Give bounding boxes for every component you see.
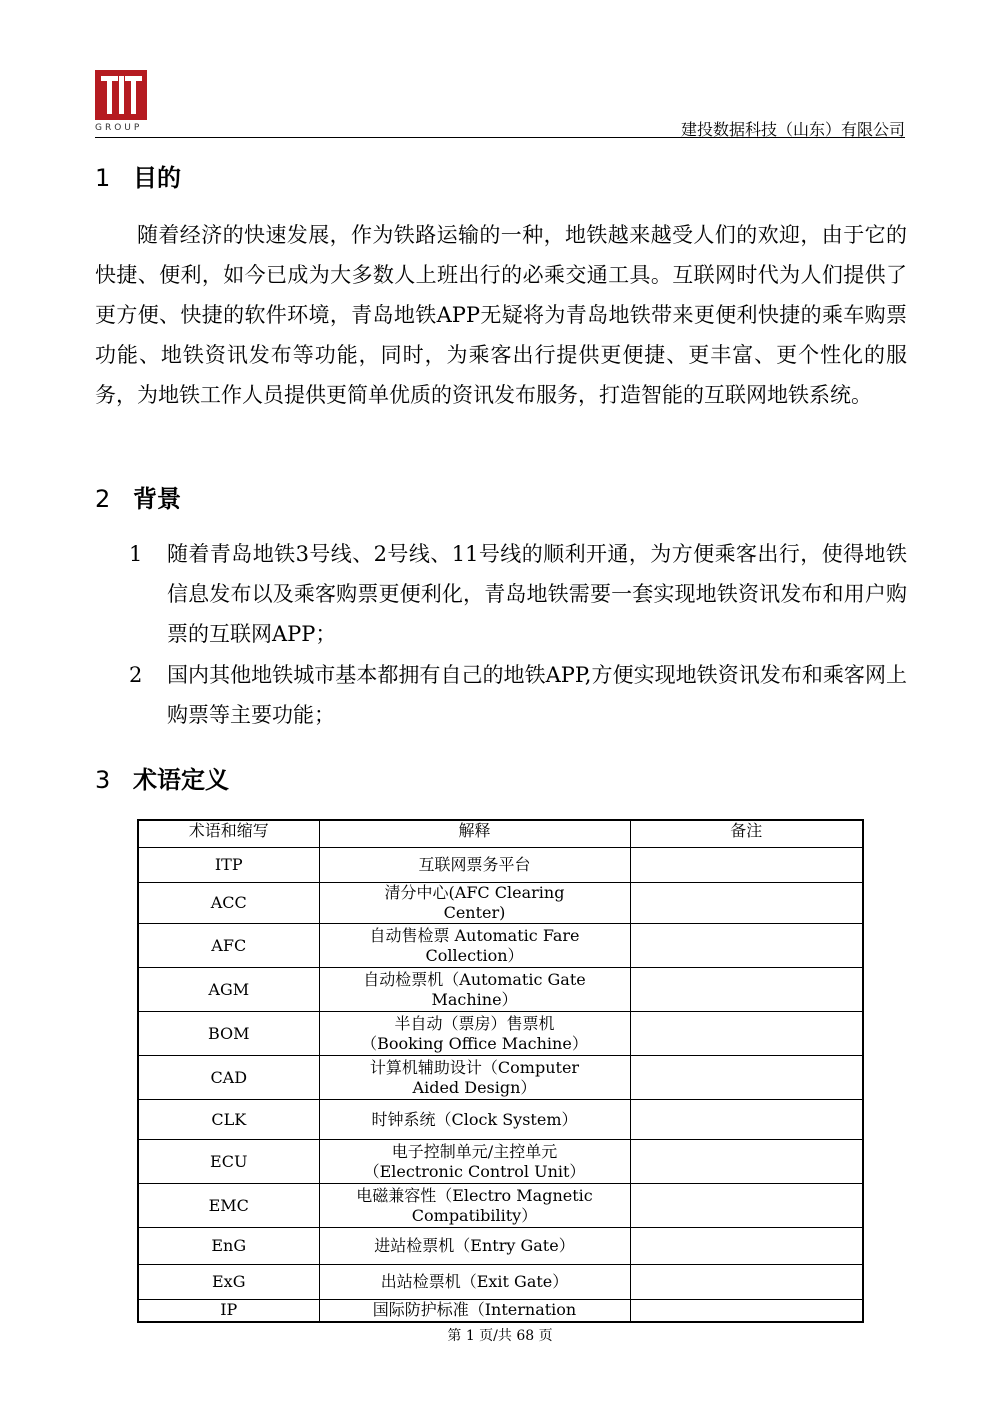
column-header-note: 备注 [630, 820, 863, 848]
term-cell: ITP [138, 848, 319, 883]
note-cell [630, 883, 863, 924]
desc-cell: 清分中心(AFC Clearing Center) [319, 883, 630, 924]
table-row [138, 1012, 863, 1056]
table-row [138, 924, 863, 968]
note-cell [630, 1184, 863, 1228]
company-logo [95, 70, 147, 136]
desc-cell: 自动售检票 Automatic Fare Collection） [319, 924, 630, 968]
note-cell [630, 1265, 863, 1300]
section-number: 3 [95, 766, 111, 794]
section-title: 背景 [133, 485, 181, 513]
column-header-desc: 解释 [319, 820, 630, 848]
logo-icon [95, 70, 147, 120]
list-text: 随着青岛地铁3号线、2号线、11号线的顺利开通，为方便乘客出行，使得地铁信息发布以及乘客购票更便利化，青岛地铁需要一套实现地铁资讯发布和用户购票的互联网APP； [167, 542, 907, 646]
table-row [138, 1184, 863, 1228]
section-heading-purpose [95, 158, 181, 193]
table-row [138, 1265, 863, 1300]
term-cell: IP [138, 1300, 319, 1322]
term-cell: ECU [138, 1140, 319, 1184]
desc-cell: 电磁兼容性（Electro Magnetic Compatibility） [319, 1184, 630, 1228]
section-title: 目的 [133, 164, 181, 192]
note-cell [630, 1300, 863, 1322]
section-number: 2 [95, 485, 111, 513]
desc-cell: 互联网票务平台 [319, 848, 630, 883]
term-cell: CLK [138, 1100, 319, 1140]
term-cell: EMC [138, 1184, 319, 1228]
term-cell: AGM [138, 968, 319, 1012]
company-name: 建投数据科技（山东）有限公司 [680, 120, 905, 139]
desc-cell: 计算机辅助设计（Computer Aided Design） [319, 1056, 630, 1100]
table-row [138, 1056, 863, 1100]
desc-cell: 时钟系统（Clock System） [319, 1100, 630, 1140]
term-cell: CAD [138, 1056, 319, 1100]
note-cell [630, 1056, 863, 1100]
table-row [138, 848, 863, 883]
note-cell [630, 1012, 863, 1056]
desc-cell: 进站检票机（Entry Gate） [319, 1228, 630, 1265]
table-header-row [138, 820, 863, 848]
page-footer: 第 1 页/共 68 页 [447, 1328, 553, 1344]
list-text: 国内其他地铁城市基本都拥有自己的地铁APP,方便实现地铁资讯发布和乘客网上购票等主要功能； [167, 663, 907, 727]
term-cell: BOM [138, 1012, 319, 1056]
note-cell [630, 968, 863, 1012]
desc-cell: 自动检票机（Automatic Gate Machine） [319, 968, 630, 1012]
section-heading-terms [95, 760, 229, 795]
term-cell: EnG [138, 1228, 319, 1265]
table-row [138, 1100, 863, 1140]
terms-table [137, 819, 864, 1323]
note-cell [630, 1228, 863, 1265]
note-cell [630, 1100, 863, 1140]
table-row [138, 1140, 863, 1184]
term-cell: AFC [138, 924, 319, 968]
list-number: 2 [129, 663, 143, 687]
section-number: 1 [95, 164, 111, 192]
desc-cell: 电子控制单元/主控单元（Electronic Control Unit） [319, 1140, 630, 1184]
term-cell: ACC [138, 883, 319, 924]
note-cell [630, 848, 863, 883]
table-row [138, 968, 863, 1012]
desc-cell: 出站检票机（Exit Gate） [319, 1265, 630, 1300]
page-header [95, 70, 905, 140]
column-header-term: 术语和缩写 [138, 820, 319, 848]
purpose-paragraph: 随着经济的快速发展，作为铁路运输的一种，地铁越来越受人们的欢迎，由于它的快捷、便利，如今已成为大多数人上班出行的必乘交通工具。互联网时代为人们提供了更方便、快捷的软件环境，青岛地铁APP无疑将为青岛地铁带来更便利快捷的乘车购票功能、地铁资讯发布等功能，同时，为乘客出行提供更便捷、更丰富、更个性化的服务，为地铁工作人员提供更简单优质的资讯发布服务，打造智能的互联网地铁系统。 [95, 223, 907, 407]
desc-cell: 半自动（票房）售票机（Booking Office Machine） [319, 1012, 630, 1056]
desc-cell: 国际防护标准（Internation [319, 1300, 630, 1322]
list-number: 1 [129, 542, 143, 566]
table-row [138, 1228, 863, 1265]
section-heading-background [95, 479, 181, 514]
note-cell [630, 924, 863, 968]
logo-label: GROUP [95, 123, 143, 133]
term-cell: ExG [138, 1265, 319, 1300]
table-row [138, 1300, 863, 1322]
note-cell [630, 1140, 863, 1184]
section-title: 术语定义 [133, 766, 229, 794]
header-divider [95, 137, 905, 138]
table-row [138, 883, 863, 924]
